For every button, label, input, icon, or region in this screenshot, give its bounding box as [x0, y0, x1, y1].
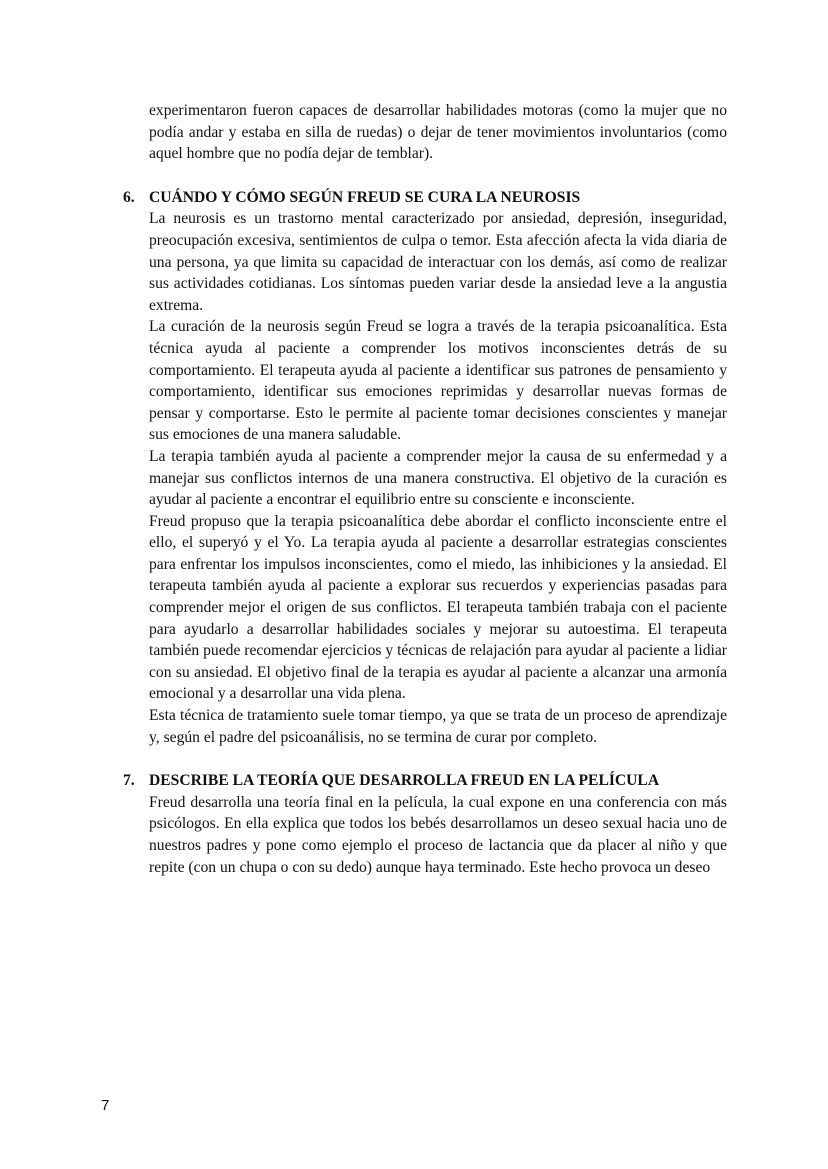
section-7-paragraph-1: Freud desarrolla una teoría final en la película, la cual expone en una conferencia con más psicólogos. En ella explica que todos los bebés desarrollamos un deseo sexual hacia uno de nuestros padres y pone como ejemplo el proceso de lactancia que da placer al niño y que repite (con un chupa o con su dedo) aunque haya terminado. Este hecho provoca un deseo — [149, 793, 727, 876]
intro-paragraph: experimentaron fueron capaces de desarrollar habilidades motoras (como la mujer que no podía andar y estaba en silla de ruedas) o dejar de tener movimientos involuntarios (como aquel hombre que no podía dejar de temblar). — [149, 102, 727, 163]
section-6-paragraph-5: Esta técnica de tratamiento suele tomar tiempo, ya que se trata de un proceso de aprendizaje y, según el padre del psicoanálisis, no se termina de curar por completo. — [149, 707, 727, 746]
section-6-paragraph-1: La neurosis es un trastorno mental caracterizado por ansiedad, depresión, inseguridad, preocupación excesiva, sentimientos de culpa o temor. Esta afección afecta la vida diaria de una persona, ya que limita su capacidad de interactuar con los demás, así como de realizar sus actividades cotidianas. Los síntomas pueden variar desde la ansiedad leve a la angustia extrema. — [149, 210, 727, 314]
page-number: 7 — [101, 1097, 110, 1114]
section-7 — [123, 770, 727, 878]
section-6 — [123, 187, 727, 748]
section-6-paragraph-4: Freud propuso que la terapia psicoanalítica debe abordar el conflicto inconsciente entre el ello, el superyó y el Yo. La terapia ayuda al paciente a desarrollar estrategias conscientes para enfrentar los impulsos inconscientes, como el miedo, las inhibiciones y la ansiedad. El terapeuta también ayuda al paciente a explorar sus recuerdos y experiencias pasadas para comprender mejor el origen de sus conflictos. El terapeuta también trabaja con el paciente para ayudarlo a desarrollar habilidades sociales y mejorar su autoestima. El terapeuta también puede recomendar ejercicios y técnicas de relajación para ayudar al paciente a lidiar con su ansiedad. El objetivo final de la terapia es ayudar al paciente a alcanzar una armonía emocional y a desarrollar una vida plena. — [149, 512, 727, 703]
page-content — [123, 100, 727, 878]
section-6-number: 6. — [123, 188, 135, 206]
section-6-title: CUÁNDO Y CÓMO SEGÚN FREUD SE CURA LA NEUROSIS — [149, 188, 581, 206]
section-6-heading — [123, 187, 727, 209]
section-6-paragraph-2: La curación de la neurosis según Freud se logra a través de la terapia psicoanalítica. Esta técnica ayuda al paciente a comprender los motivos inconscientes detrás de su comportamiento. El terapeuta ayuda al paciente a identificar sus patrones de pensamiento y comportamiento, identificar sus emociones reprimidas y desarrollar nuevas formas de pensar y comportarse. Esto le permite al paciente tomar decisiones conscientes y manejar sus emociones de una manera saludable. — [149, 318, 727, 444]
section-7-title: DESCRIBE LA TEORÍA QUE DESARROLLA FREUD EN LA PELÍCULA — [149, 772, 660, 790]
section-7-number: 7. — [123, 772, 135, 790]
section-6-paragraph-3: La terapia también ayuda al paciente a comprender mejor la causa de su enfermedad y a manejar sus conflictos internos de una manera constructiva. El objetivo de la curación es ayudar al paciente a encontrar el equilibrio entre su consciente e inconsciente. — [149, 447, 727, 509]
section-7-heading — [123, 770, 727, 792]
